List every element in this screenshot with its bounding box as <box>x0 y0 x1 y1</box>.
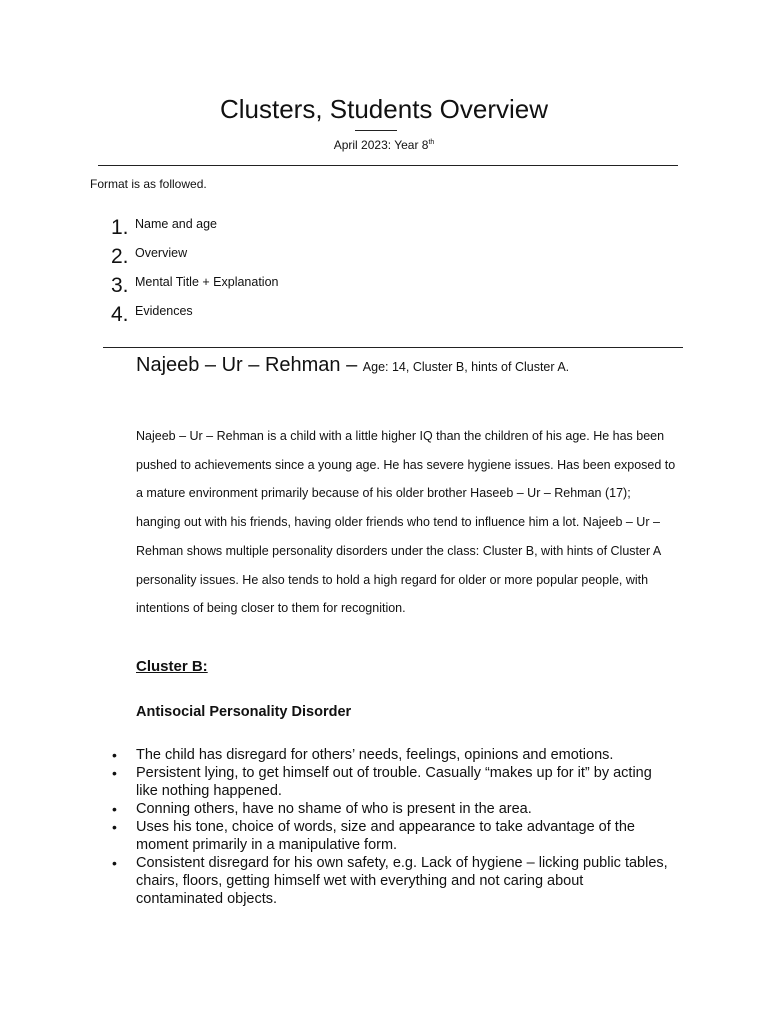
format-item-number: 1. <box>111 216 129 239</box>
list-item <box>112 764 672 800</box>
student-name: Najeeb – Ur – Rehman – <box>136 354 363 376</box>
format-list-item <box>111 241 279 270</box>
disorder-heading: Antisocial Personality Disorder <box>136 704 352 720</box>
evidence-list <box>112 746 672 908</box>
format-item-number: 3. <box>111 274 129 297</box>
format-list-item <box>111 212 279 241</box>
bullet-icon: • <box>112 801 117 817</box>
header-divider <box>98 165 678 166</box>
evidence-text: Persistent lying, to get himself out of trouble. Casually “makes up for it” by acting like nothing happened. <box>136 765 652 799</box>
cluster-heading: Cluster B: <box>136 658 208 675</box>
format-item-text: Evidences <box>135 304 193 318</box>
format-item-number: 2. <box>111 245 129 268</box>
format-intro: Format is as followed. <box>90 177 207 191</box>
student-overview: Najeeb – Ur – Rehman is a child with a little higher IQ than the children of his age. He has been pushed to achievements since a young age. He has severe hygiene issues. Has been exposed to a mature environment primarily because of his older brother Haseeb – Ur – Rehman (17); hanging out with his friends, having older friends who tend to influence him a lot. Najeeb – Ur – Rehman shows multiple personality disorders under the class: Cluster B, with hints of Cluster A personality issues. He also tends to hold a high regard for older or more popular people, with intentions of being closer to them for recognition. <box>136 429 676 616</box>
document-subtitle <box>0 138 768 152</box>
format-list-item <box>111 299 279 328</box>
evidence-text: Consistent disregard for his own safety, e.g. Lack of hygiene – licking public tables, chairs, floors, getting himself wet with everything and not caring about contaminated objects. <box>136 855 668 907</box>
format-list-item <box>111 270 279 299</box>
format-item-text: Mental Title + Explanation <box>135 275 279 289</box>
format-item-number: 4. <box>111 303 129 326</box>
student-meta: Age: 14, Cluster B, hints of Cluster A. <box>362 360 570 374</box>
document-title: Clusters, Students Overview <box>219 94 548 124</box>
list-item <box>112 800 672 818</box>
list-item <box>112 854 672 908</box>
evidence-text: The child has disregard for others’ needs, feelings, opinions and emotions. <box>136 747 614 763</box>
subtitle-text: April 2023: Year 8 <box>333 138 429 152</box>
evidence-text: Uses his tone, choice of words, size and appearance to take advantage of the moment primarily in a manipulative form. <box>136 819 635 853</box>
bullet-icon: • <box>112 747 117 763</box>
bullet-icon: • <box>112 855 117 871</box>
section-divider <box>103 347 683 348</box>
student-heading <box>136 354 569 377</box>
bullet-icon: • <box>112 819 117 835</box>
format-list <box>111 212 279 328</box>
list-item <box>112 746 672 764</box>
bullet-icon: • <box>112 765 117 781</box>
title-underline <box>355 130 397 131</box>
evidence-text: Conning others, have no shame of who is present in the area. <box>136 801 532 817</box>
format-item-text: Name and age <box>135 217 218 231</box>
format-item-text: Overview <box>135 246 188 260</box>
subtitle-superscript: th <box>428 139 435 146</box>
list-item <box>112 818 672 854</box>
